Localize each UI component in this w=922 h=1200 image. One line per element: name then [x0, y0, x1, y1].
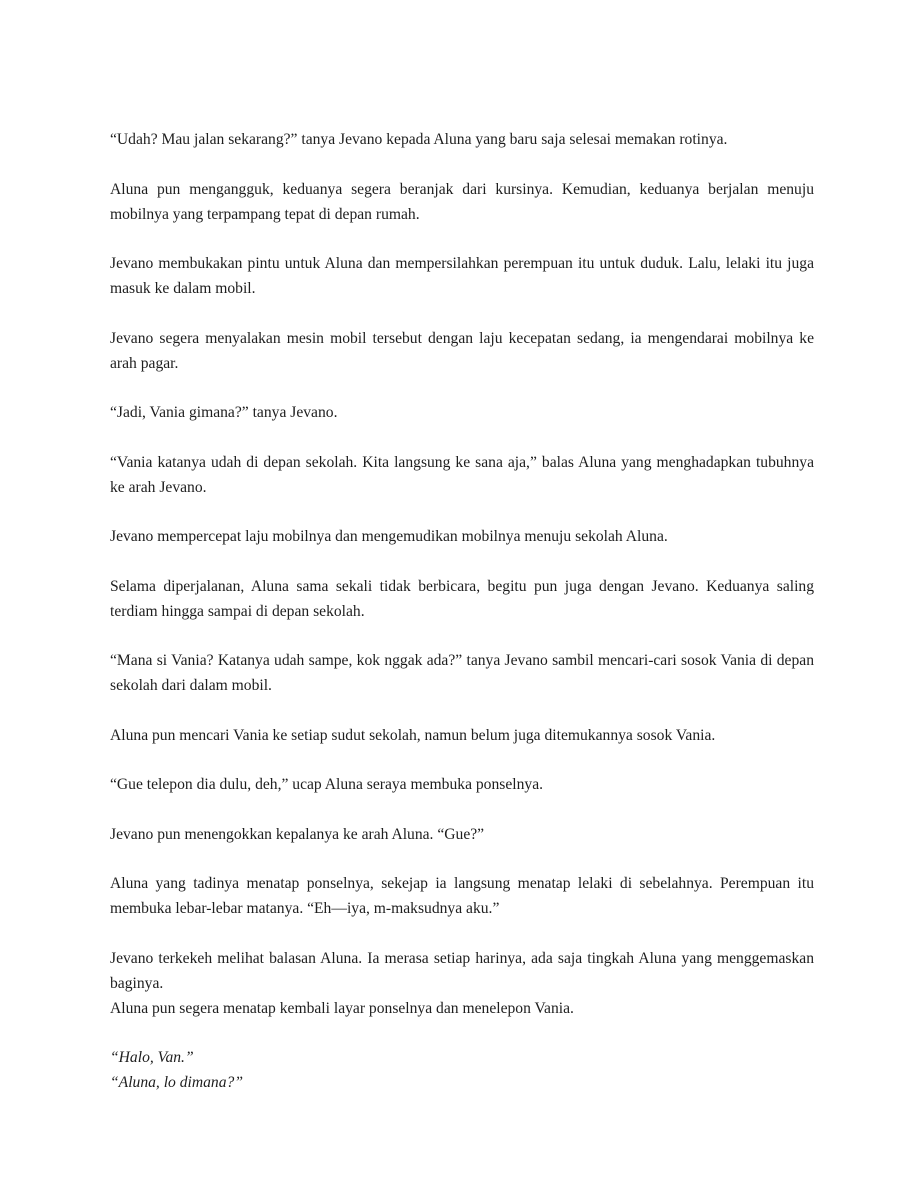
- paragraph: Aluna pun segera menatap kembali layar ponselnya dan menelepon Vania.: [110, 999, 574, 1017]
- paragraph: “Vania katanya udah di depan sekolah. Kita langsung ke sana aja,” balas Aluna yang menghadapkan tubuhnya ke arah Jevano.: [110, 453, 814, 496]
- story-text: [110, 127, 814, 1095]
- paragraph: Aluna pun mengangguk, keduanya segera beranjak dari kursinya. Kemudian, keduanya berjalan menuju mobilnya yang terpampang tepat di depan rumah.: [110, 180, 814, 223]
- dialog-line: “Aluna, lo dimana?”: [110, 1074, 243, 1091]
- paragraph: Jevano pun menengokkan kepalanya ke arah Aluna. “Gue?”: [110, 825, 485, 843]
- paragraph: Jevano mempercepat laju mobilnya dan mengemudikan mobilnya menuju sekolah Aluna.: [110, 528, 668, 545]
- paragraph: Jevano membukakan pintu untuk Aluna dan mempersilahkan perempuan itu untuk duduk. Lalu, lelaki itu juga masuk ke dalam mobil.: [110, 255, 814, 297]
- paragraph: Jevano segera menyalakan mesin mobil tersebut dengan laju kecepatan sedang, ia mengendarai mobilnya ke arah pagar.: [110, 329, 814, 372]
- dialog-line: “Halo, Van.”: [110, 1049, 194, 1066]
- paragraph: “Gue telepon dia dulu, deh,” ucap Aluna seraya membuka ponselnya.: [110, 776, 544, 793]
- paragraph: Aluna yang tadinya menatap ponselnya, sekejap ia langsung menatap lelaki di sebelahnya. Perempuan itu membuka lebar-lebar matanya. “Eh—iya, m-maksudnya aku.”: [110, 875, 814, 917]
- paragraph: “Udah? Mau jalan sekarang?” tanya Jevano kepada Aluna yang baru saja selesai memakan rotinya.: [110, 131, 728, 148]
- paragraph: Jevano terkekeh melihat balasan Aluna. Ia merasa setiap harinya, ada saja tingkah Aluna yang menggemaskan baginya.: [110, 949, 814, 992]
- paragraph: Selama diperjalanan, Aluna sama sekali tidak berbicara, begitu pun juga dengan Jevano. Keduanya saling terdiam hingga sampai di depan sekolah.: [110, 577, 814, 620]
- paragraph: Aluna pun mencari Vania ke setiap sudut sekolah, namun belum juga ditemukannya sosok Vania.: [110, 726, 716, 744]
- paragraph: “Jadi, Vania gimana?” tanya Jevano.: [110, 404, 338, 421]
- paragraph: “Mana si Vania? Katanya udah sampe, kok nggak ada?” tanya Jevano sambil mencari-cari sosok Vania di depan sekolah dari dalam mobil.: [110, 652, 814, 694]
- phone-dialog: [110, 1045, 814, 1095]
